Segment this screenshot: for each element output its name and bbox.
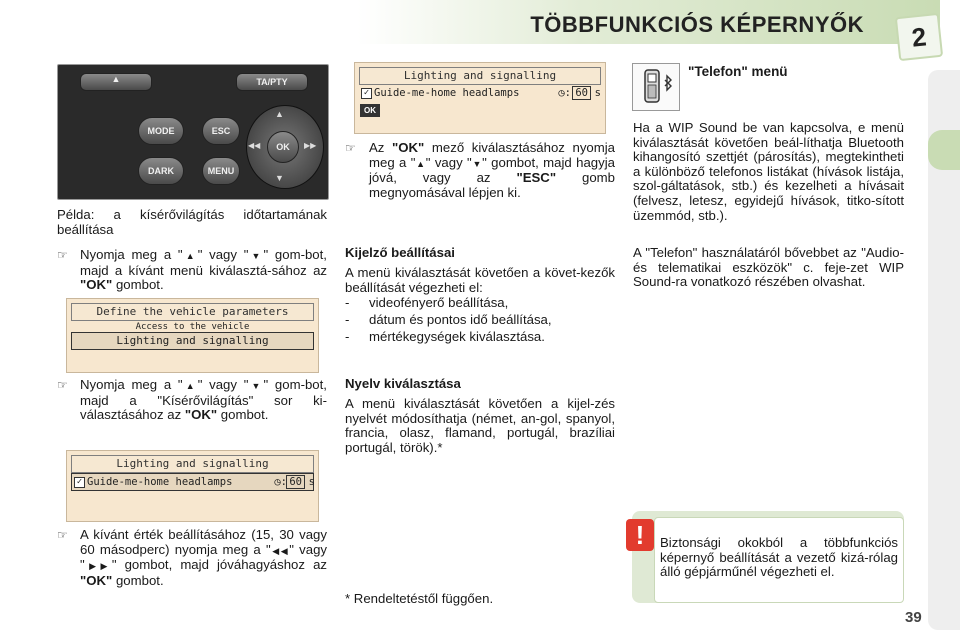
screen-item-row: [71, 473, 314, 491]
next-icon: ▶▶: [304, 141, 317, 150]
next-icon: ▶▶: [84, 561, 112, 572]
down-arrow-icon: ▼: [248, 381, 264, 391]
down-arrow-icon: ▼: [471, 158, 483, 169]
step-1-text: Nyomja meg a "▲" vagy "▼" gom-bot, majd a kívánt menü kiválasztá-sához az "OK" gombot.: [80, 247, 327, 293]
esc-button: ESC: [202, 117, 240, 145]
up-arrow-icon: ▲: [275, 109, 284, 119]
step-2-text: Nyomja meg a "▲" vagy "▼" gom-bot, majd a "Kísérővilágítás" sor ki-választásához az "OK" gombot.: [80, 377, 327, 423]
language-text: A menü kiválasztását követően a kijel-zés nyelvét módosíthatja (német, an-gol, spanyol, francia, olasz, flamand, portugál, brazíliai portugál, török).*: [345, 396, 615, 455]
warning-text: Biztonsági okokból a többfunkciós képernyő beállítását a vezető kizá-rólag álló gépjárműnél végezheti el.: [660, 535, 898, 580]
list-item: -: [345, 329, 350, 344]
prev-icon: ◀◀: [270, 545, 290, 556]
mode-button: MODE: [138, 117, 184, 145]
screen-item-row: [359, 85, 601, 101]
screen-title: Lighting and signalling: [71, 455, 314, 473]
list-item-label: mértékegységek kiválasztása.: [369, 329, 545, 344]
screen-value: 60: [572, 86, 591, 100]
pointer-icon: ☞: [57, 528, 68, 542]
list-item: -: [345, 295, 350, 310]
screen-unit: s: [308, 476, 315, 488]
page-number: 39: [905, 609, 922, 626]
screen-title: Define the vehicle parameters: [71, 303, 314, 321]
side-tab-active: [928, 130, 960, 170]
up-arrow-icon: ▲: [415, 158, 426, 169]
down-arrow-icon: ▼: [275, 173, 284, 183]
timer-icon: ◷:: [274, 476, 287, 488]
screen-item-label: Guide-me-home headlamps: [87, 476, 233, 488]
timer-icon: ◷:: [558, 87, 571, 99]
phone-more-text: A "Telefon" használatáról bővebbet az "Audio- és telematikai eszközök" c. feje-zet WIP Sound-ra vonatkozó részében olvashat.: [633, 245, 904, 290]
chapter-number: 2: [895, 13, 943, 61]
example-caption: Példa: a kísérővilágítás időtartamának beállítása: [57, 207, 327, 237]
screen-value: 60: [286, 475, 305, 489]
control-panel-photo: [57, 64, 329, 200]
ok-button: OK: [267, 131, 299, 163]
ta-pty-button: TA/PTY: [236, 73, 308, 91]
pointer-icon: ☞: [57, 378, 68, 392]
up-arrow-icon: ▲: [182, 251, 198, 261]
eject-button: ▲: [80, 73, 152, 91]
dark-button: DARK: [138, 157, 184, 185]
pointer-icon: ☞: [57, 248, 68, 262]
pointer-icon: ☞: [345, 141, 356, 155]
ok-field-note: Az "OK" mező kiválasztásához nyomja meg a "▲" vagy "▼" gombot, majd hagyja jóvá, vagy az "ESC" gomb megnyomásával lépjen ki.: [369, 140, 616, 200]
up-arrow-icon: ▲: [182, 381, 198, 391]
page-title: TÖBBFUNKCIÓS KÉPERNYŐK: [530, 12, 864, 37]
phone-bluetooth-icon: [632, 63, 680, 111]
screen-selected-item: Lighting and signalling: [71, 332, 314, 350]
checkbox-icon: ✓: [74, 477, 85, 488]
phone-menu-title: "Telefon" menü: [688, 64, 788, 79]
list-item-label: videofényerő beállítása,: [369, 295, 509, 310]
phone-menu-text: Ha a WIP Sound be van kapcsolva, e menü kiválasztását követően beál-líthatja Bluetooth kihangosító szettjét (párosítás), megtekintheti a különböző telefonos listákat (hívások listája, szol-gáltatások, stb.) és kezelheti a hívásait (felvesz, letesz, egyidejű hívások, titko-sított üzemmód, stb.).: [633, 120, 904, 223]
list-item: -: [345, 312, 350, 327]
ok-field: OK: [360, 104, 380, 117]
down-arrow-icon: ▼: [248, 251, 264, 261]
screen-lighting-value: [66, 450, 319, 522]
screen-subtitle: Access to the vehicle: [135, 322, 250, 332]
display-settings-heading: Kijelző beállításai: [345, 245, 455, 260]
menu-button: MENU: [202, 157, 240, 185]
warning-icon: !: [626, 519, 654, 551]
screen-lighting-ok: [354, 62, 606, 134]
prev-icon: ◀◀: [248, 141, 261, 150]
language-heading: Nyelv kiválasztása: [345, 376, 461, 391]
step-3-text: A kívánt érték beállításához (15, 30 vagy 60 másodperc) nyomja meg a "◀◀" vagy "▶▶" gombot, majd jóváhagyáshoz az "OK" gombot.: [80, 527, 328, 588]
display-settings-intro: A menü kiválasztását követően a követ-kezők beállítását végezheti el:: [345, 265, 615, 295]
screen-item-label: Guide-me-home headlamps: [374, 87, 520, 99]
checkbox-icon: ✓: [361, 88, 372, 99]
screen-title: Lighting and signalling: [359, 67, 601, 85]
list-item-label: dátum és pontos idő beállítása,: [369, 312, 552, 327]
screen-unit: s: [594, 87, 601, 99]
footnote: * Rendeltetéstől függően.: [345, 591, 494, 606]
screen-define-parameters: [66, 298, 319, 373]
